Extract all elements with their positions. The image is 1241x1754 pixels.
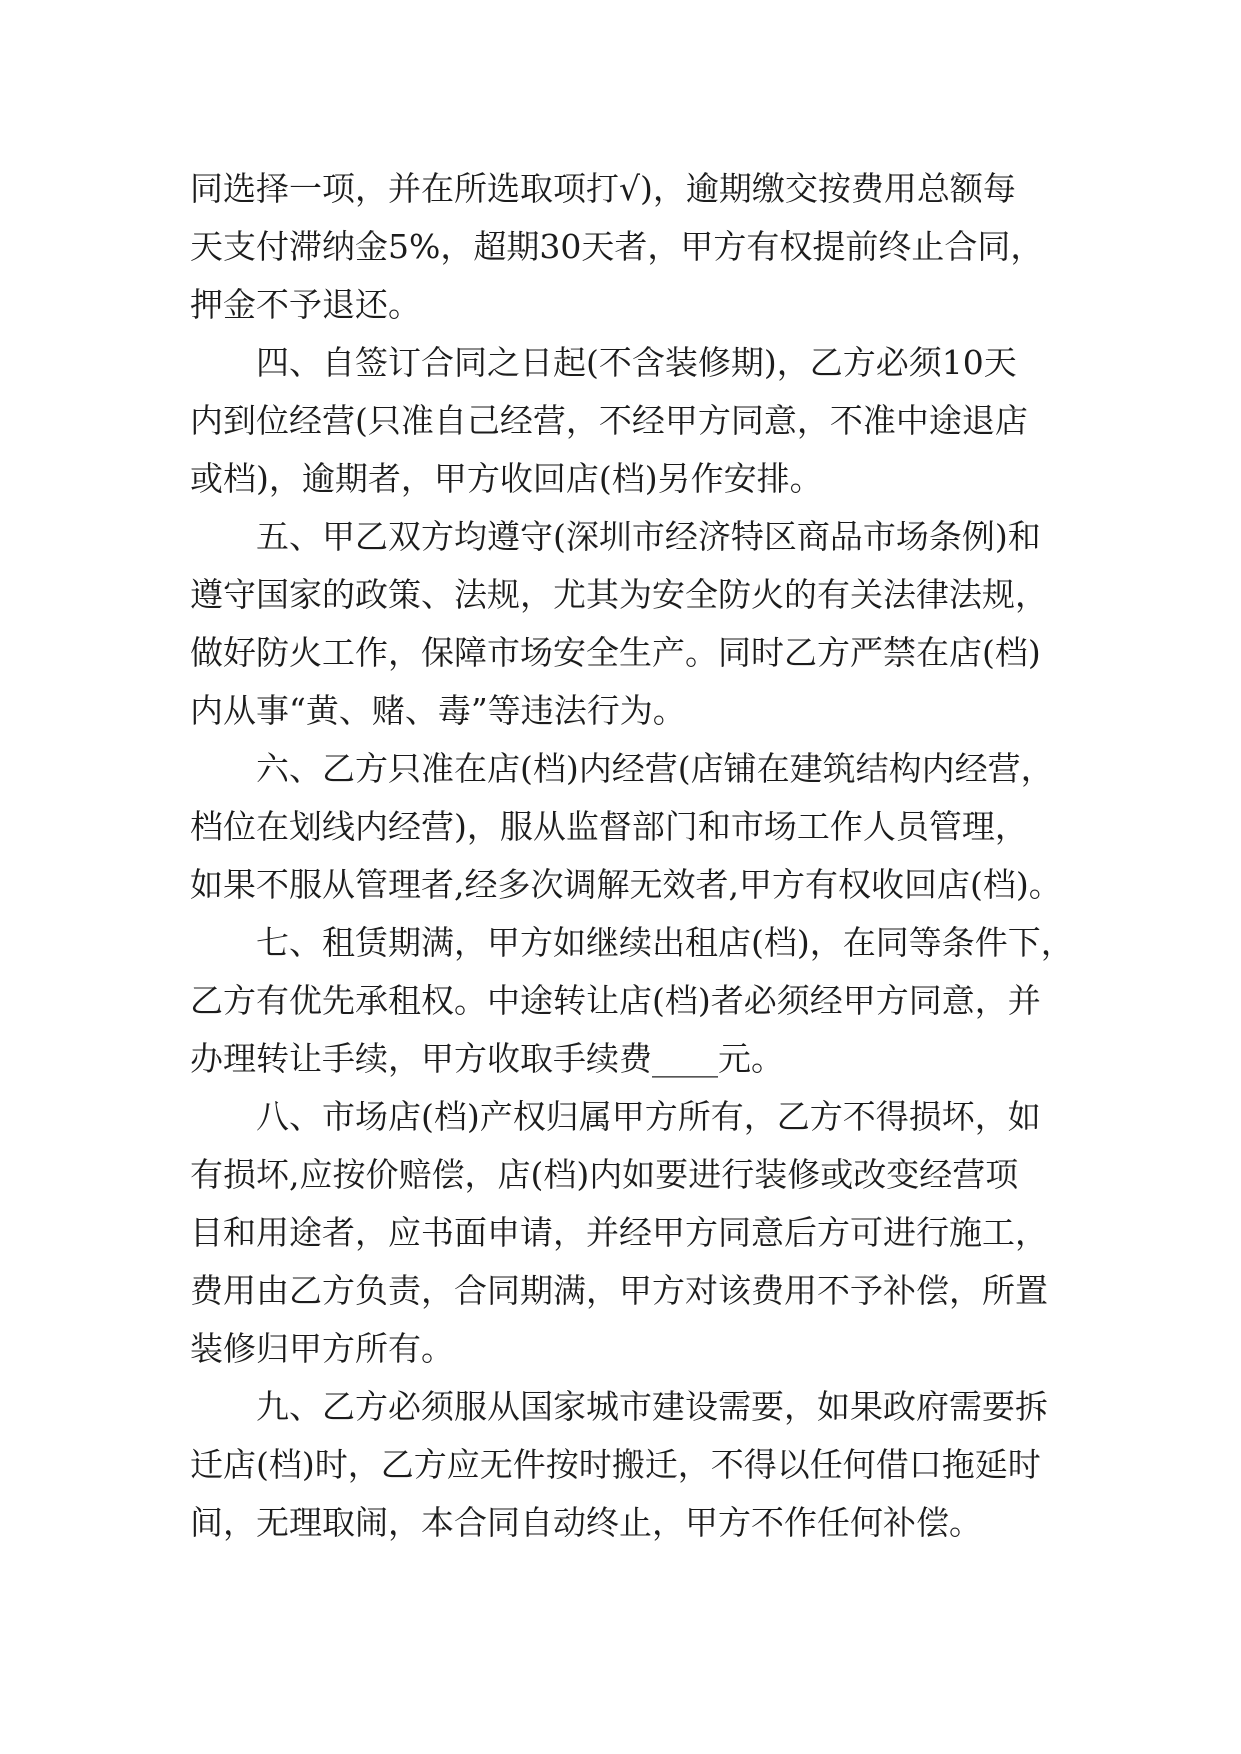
text-line: 办理转让手续，甲方收取手续费____元。 [190, 1039, 784, 1078]
text-line: 装修归甲方所有。 [190, 1329, 454, 1368]
text-line: 有损坏,应按价赔偿，店(档)内如要进行装修或改变经营项 [190, 1155, 1019, 1194]
text-line: 乙方有优先承租权。中途转让店(档)者必须经甲方同意，并 [190, 981, 1041, 1020]
text-line: 同选择一项，并在所选取项打√)，逾期缴交按费用总额每 [190, 169, 1016, 208]
contract-text-body [190, 160, 1074, 1552]
text-line: 天支付滞纳金5%，超期30天者，甲方有权提前终止合同， [190, 227, 1044, 266]
text-line: 如果不服从管理者,经多次调解无效者,甲方有权收回店(档)。 [190, 865, 1062, 904]
text-line: 九、乙方必须服从国家城市建设需要，如果政府需要拆 [190, 1387, 1048, 1426]
text-line: 做好防火工作，保障市场安全生产。同时乙方严禁在店(档) [190, 633, 1041, 672]
text-line: 遵守国家的政策、法规，尤其为安全防火的有关法律法规， [190, 575, 1048, 614]
text-line: 七、租赁期满，甲方如继续出租店(档)，在同等条件下， [190, 923, 1074, 962]
text-line: 内从事“黄、赌、毒”等违法行为。 [190, 691, 686, 730]
text-line: 六、乙方只准在店(档)内经营(店铺在建筑结构内经营， [190, 749, 1054, 788]
text-line: 或档)，逾期者，甲方收回店(档)另作安排。 [190, 459, 823, 498]
text-line: 八、市场店(档)产权归属甲方所有，乙方不得损坏，如 [190, 1097, 1041, 1136]
text-line: 目和用途者，应书面申请，并经甲方同意后方可进行施工， [190, 1213, 1048, 1252]
text-line: 间，无理取闹，本合同自动终止，甲方不作任何补偿。 [190, 1503, 982, 1542]
text-line: 迁店(档)时，乙方应无件按时搬迁，不得以任何借口拖延时 [190, 1445, 1041, 1484]
text-line: 内到位经营(只准自己经营，不经甲方同意，不准中途退店 [190, 401, 1028, 440]
text-line: 费用由乙方负责，合同期满，甲方对该费用不予补偿，所置 [190, 1271, 1048, 1310]
text-line: 五、甲乙双方均遵守(深圳市经济特区商品市场条例)和 [190, 517, 1041, 556]
text-line: 押金不予退还。 [190, 285, 421, 324]
text-line: 档位在划线内经营)，服从监督部门和市场工作人员管理， [190, 807, 1028, 846]
text-line: 四、自签订合同之日起(不含装修期)，乙方必须10天 [190, 343, 1017, 382]
